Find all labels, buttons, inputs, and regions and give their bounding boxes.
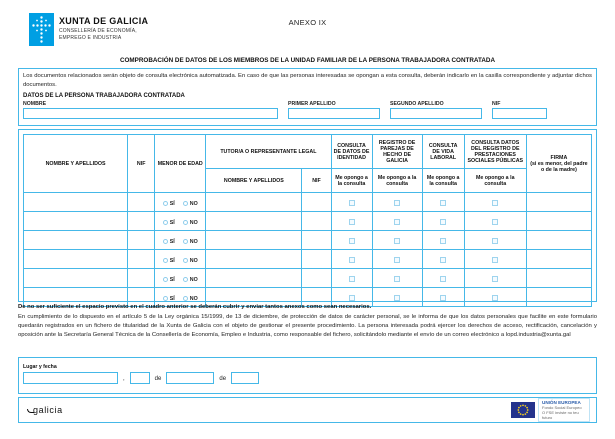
cell-oppose-identidad <box>331 250 372 269</box>
cell-nif[interactable] <box>128 212 155 231</box>
family-member-row <box>24 250 592 269</box>
header-firma <box>526 135 591 193</box>
radio-no-option[interactable] <box>183 239 198 245</box>
oppose-checkbox[interactable] <box>440 276 446 282</box>
oppose-checkbox[interactable] <box>349 200 355 206</box>
eu-flag-icon <box>511 402 535 418</box>
radio-si-option[interactable] <box>163 201 175 207</box>
family-member-row <box>24 212 592 231</box>
radio-si-label: SÍ <box>169 238 175 245</box>
comma-separator: , <box>123 376 125 382</box>
oppose-checkbox[interactable] <box>394 200 400 206</box>
cell-nombre-apellidos[interactable] <box>24 212 128 231</box>
radio-si-radio-icon[interactable] <box>163 277 168 282</box>
oppose-checkbox[interactable] <box>394 238 400 244</box>
header-registro-parejas: REGISTRO DE PAREJAS DE HECHO DE GALICIA <box>372 135 422 169</box>
field-nif <box>492 101 547 119</box>
consultation-notice: Los documentos relacionados serán objeto de consulta electrónica automatizada. En caso de que las personas interesadas se opongan a esta consulta, deberán indicarlo en la casilla correspondiente y adjuntar dichos documentos. <box>23 73 592 89</box>
de-separator-1: de <box>154 376 162 382</box>
header-nombre-apellidos: NOMBRE Y APELLIDOS <box>24 135 128 193</box>
oppose-checkbox[interactable] <box>440 257 446 263</box>
cell-firma[interactable] <box>526 250 591 269</box>
radio-no-label: NO <box>189 238 198 245</box>
cell-oppose-identidad <box>331 193 372 212</box>
radio-si-radio-icon[interactable] <box>163 258 168 263</box>
footer <box>18 397 597 423</box>
segundo-apellido-label: SEGUNDO APELLIDO <box>390 101 444 108</box>
family-member-row <box>24 193 592 212</box>
field-nombre <box>23 101 278 119</box>
cell-oppose-prestaciones <box>464 231 526 250</box>
header-vida-laboral: CONSULTA DE VIDA LABORAL <box>422 135 464 169</box>
person-fields-row <box>23 101 592 119</box>
cell-oppose-parejas <box>372 250 422 269</box>
cell-nif[interactable] <box>128 193 155 212</box>
header-prestaciones: CONSULTA DATOS DEL REGISTRO DE PRESTACIONES SOCIALES PÚBLICAS <box>464 135 526 169</box>
eu-line1: Fondo Social Europeo <box>542 404 582 410</box>
cell-oppose-parejas <box>372 269 422 288</box>
oppose-checkbox[interactable] <box>349 295 355 301</box>
cell-nombre-apellidos[interactable] <box>24 250 128 269</box>
oppose-checkbox[interactable] <box>440 295 446 301</box>
header-tutor-nombre: NOMBRE Y APELLIDOS <box>206 169 302 193</box>
cell-oppose-prestaciones <box>464 212 526 231</box>
radio-no-radio-icon[interactable] <box>183 296 188 301</box>
oppose-checkbox[interactable] <box>349 276 355 282</box>
cell-menor-de-edad <box>155 269 206 288</box>
cell-oppose-prestaciones <box>464 250 526 269</box>
month-input[interactable] <box>166 372 214 384</box>
cell-tutor-nif[interactable] <box>302 250 331 269</box>
radio-no-label: NO <box>189 276 198 283</box>
cell-tutor-nombre-apellidos[interactable] <box>206 212 302 231</box>
cell-nombre-apellidos[interactable] <box>24 193 128 212</box>
header-oppose-identidad: Me opongo a la consulta <box>331 169 372 193</box>
cell-oppose-vida-laboral <box>422 231 464 250</box>
cell-nif[interactable] <box>128 269 155 288</box>
cell-oppose-parejas <box>372 212 422 231</box>
cell-menor-de-edad <box>155 193 206 212</box>
cell-tutor-nombre-apellidos[interactable] <box>206 193 302 212</box>
header-tutor-nif: NIF <box>302 169 331 193</box>
logo-dept-line1: CONSELLERÍA DE ECONOMÍA, <box>59 27 137 34</box>
cell-menor-de-edad <box>155 212 206 231</box>
person-data-box <box>18 68 597 126</box>
radio-si-radio-icon[interactable] <box>163 220 168 225</box>
oppose-checkbox[interactable] <box>492 200 498 206</box>
galicia-brand-logo <box>27 405 63 415</box>
oppose-checkbox[interactable] <box>492 257 498 263</box>
oppose-checkbox[interactable] <box>440 219 446 225</box>
oppose-checkbox[interactable] <box>440 238 446 244</box>
oppose-checkbox[interactable] <box>394 219 400 225</box>
oppose-checkbox[interactable] <box>349 238 355 244</box>
cell-oppose-parejas <box>372 231 422 250</box>
place-date-label: Lugar y fecha <box>23 364 57 370</box>
cell-tutor-nombre-apellidos[interactable] <box>206 269 302 288</box>
radio-si-label: SÍ <box>169 295 175 302</box>
oppose-checkbox[interactable] <box>394 257 400 263</box>
logo-org-name: XUNTA DE GALICIA <box>59 16 149 26</box>
annex-title: ANEXO IX <box>288 18 327 27</box>
cell-oppose-vida-laboral <box>422 250 464 269</box>
data-protection-note: En cumplimiento de lo dispuesto en el artículo 5 de la Ley orgánica 15/1999, de 13 de diciembre, de protección de datos de carácter personal, se le informa de que los datos personales que facilite en este formulario quedarán registrados en un fichero de titularidad de la Xunta de Galicia con el objeto de gestionar el presente procedimiento. La persona interesada podrá ejercer los derechos de acceso, rectificación, cancelación y oposición ante la Secretaría General Técnica de la Consellería de Economía, Empleo e Industria, como responsable del fichero, solicitándolo mediante el envío de un correo electrónico a lopd.industria@xunta.gal <box>18 314 597 338</box>
primer-apellido-label: PRIMER APELLIDO <box>288 101 336 108</box>
family-member-row <box>24 231 592 250</box>
header-tutor-legal: TUTOR/A O REPRESENTANTE LEGAL <box>206 135 331 169</box>
nif-label: NIF <box>492 101 501 108</box>
cell-firma[interactable] <box>526 193 591 212</box>
radio-si-label: SÍ <box>169 200 175 207</box>
cell-nif[interactable] <box>128 231 155 250</box>
field-segundo-apellido <box>390 101 482 119</box>
radio-no-radio-icon[interactable] <box>183 220 188 225</box>
cell-oppose-identidad <box>331 231 372 250</box>
radio-si-option[interactable] <box>163 239 175 245</box>
segundo-apellido-input[interactable] <box>390 108 482 119</box>
nombre-input[interactable] <box>23 108 278 119</box>
radio-si-option[interactable] <box>163 277 175 283</box>
radio-si-option[interactable] <box>163 220 175 226</box>
primer-apellido-input[interactable] <box>288 108 380 119</box>
header-oppose-prestaciones: Me opongo a la consulta <box>464 169 526 193</box>
family-table-box <box>18 129 597 302</box>
place-date-box <box>18 357 597 394</box>
header-menor-de-edad: MENOR DE EDAD <box>155 135 206 193</box>
radio-no-radio-icon[interactable] <box>183 239 188 244</box>
place-date-row <box>23 372 592 384</box>
header-consulta-identidad: CONSULTA DE DATOS DE IDENTIDAD <box>331 135 372 169</box>
cell-firma[interactable] <box>526 231 591 250</box>
eu-line2: O FSE inviste no teu futuro <box>542 409 579 421</box>
cell-tutor-nombre-apellidos[interactable] <box>206 250 302 269</box>
de-separator-2: de <box>219 376 227 382</box>
cell-oppose-vida-laboral <box>422 193 464 212</box>
radio-si-radio-icon[interactable] <box>163 296 168 301</box>
cell-nombre-apellidos[interactable] <box>24 269 128 288</box>
cell-menor-de-edad <box>155 250 206 269</box>
radio-si-option[interactable] <box>163 258 175 264</box>
firma-subtitle: (si es menor, del padre o de la madre) <box>530 160 588 173</box>
cell-oppose-identidad <box>331 212 372 231</box>
cell-oppose-prestaciones <box>464 193 526 212</box>
insufficient-space-note: De no ser suficiente el espacio previsto en el cuadro anterior se deberán cubrir y enviar tantos anexos como sean necesarios. <box>18 304 372 310</box>
oppose-checkbox[interactable] <box>492 219 498 225</box>
field-primer-apellido <box>288 101 380 119</box>
oppose-checkbox[interactable] <box>349 257 355 263</box>
radio-no-radio-icon[interactable] <box>183 277 188 282</box>
radio-no-label: NO <box>189 200 198 207</box>
header-oppose-parejas: Me opongo a la consulta <box>372 169 422 193</box>
oppose-checkbox[interactable] <box>394 295 400 301</box>
person-section-heading: DATOS DE LA PERSONA TRABAJADORA CONTRATADA <box>23 93 185 100</box>
family-members-table <box>23 134 592 307</box>
oppose-checkbox[interactable] <box>492 238 498 244</box>
radio-no-option[interactable] <box>183 220 198 226</box>
radio-no-option[interactable] <box>183 296 198 302</box>
cell-oppose-prestaciones <box>464 269 526 288</box>
cell-tutor-nombre-apellidos[interactable] <box>206 231 302 250</box>
radio-no-label: NO <box>189 219 198 226</box>
cell-firma[interactable] <box>526 212 591 231</box>
radio-si-label: SÍ <box>169 219 175 226</box>
cell-menor-de-edad <box>155 231 206 250</box>
nif-input[interactable] <box>492 108 547 119</box>
firma-title: FIRMA <box>550 154 568 161</box>
radio-no-label: NO <box>189 257 198 264</box>
header-oppose-vida-laboral: Me opongo a la consulta <box>422 169 464 193</box>
eu-text-block <box>538 398 590 423</box>
radio-no-option[interactable] <box>183 277 198 283</box>
place-input[interactable] <box>23 372 118 384</box>
oppose-checkbox[interactable] <box>394 276 400 282</box>
logo-dept-line2: EMPREGO E INDUSTRIA <box>59 35 122 41</box>
cell-oppose-identidad <box>331 269 372 288</box>
eu-funding-block <box>511 398 590 423</box>
cell-tutor-nif[interactable] <box>302 193 331 212</box>
family-table-body <box>24 193 592 307</box>
oppose-checkbox[interactable] <box>440 200 446 206</box>
cell-tutor-nif[interactable] <box>302 269 331 288</box>
year-input[interactable] <box>231 372 259 384</box>
cell-tutor-nif[interactable] <box>302 212 331 231</box>
cell-nif[interactable] <box>128 250 155 269</box>
cell-oppose-parejas <box>372 193 422 212</box>
cell-firma[interactable] <box>526 269 591 288</box>
cell-oppose-vida-laboral <box>422 269 464 288</box>
radio-no-option[interactable] <box>183 201 198 207</box>
oppose-checkbox[interactable] <box>349 219 355 225</box>
eu-title: UNIÓN EUROPEA <box>542 399 581 405</box>
cell-tutor-nif[interactable] <box>302 231 331 250</box>
radio-si-option[interactable] <box>163 296 175 302</box>
radio-si-radio-icon[interactable] <box>163 201 168 206</box>
day-input[interactable] <box>130 372 150 384</box>
form-title: COMPROBACIÓN DE DATOS DE LOS MIEMBROS DE LA UNIDAD FAMILIAR DE LA PERSONA TRABAJADORA CONTRATADA <box>119 57 495 64</box>
cell-oppose-vida-laboral <box>422 212 464 231</box>
radio-si-radio-icon[interactable] <box>163 239 168 244</box>
radio-no-option[interactable] <box>183 258 198 264</box>
radio-si-label: SÍ <box>169 276 175 283</box>
header-nif: NIF <box>128 135 155 193</box>
radio-no-label: NO <box>189 295 198 302</box>
cell-nombre-apellidos[interactable] <box>24 231 128 250</box>
oppose-checkbox[interactable] <box>492 295 498 301</box>
oppose-checkbox[interactable] <box>492 276 498 282</box>
nombre-label: NOMBRE <box>23 101 47 108</box>
radio-no-radio-icon[interactable] <box>183 201 188 206</box>
galicia-brand-text: galicia <box>33 405 63 415</box>
radio-no-radio-icon[interactable] <box>183 258 188 263</box>
family-member-row <box>24 269 592 288</box>
radio-si-label: SÍ <box>169 257 175 264</box>
